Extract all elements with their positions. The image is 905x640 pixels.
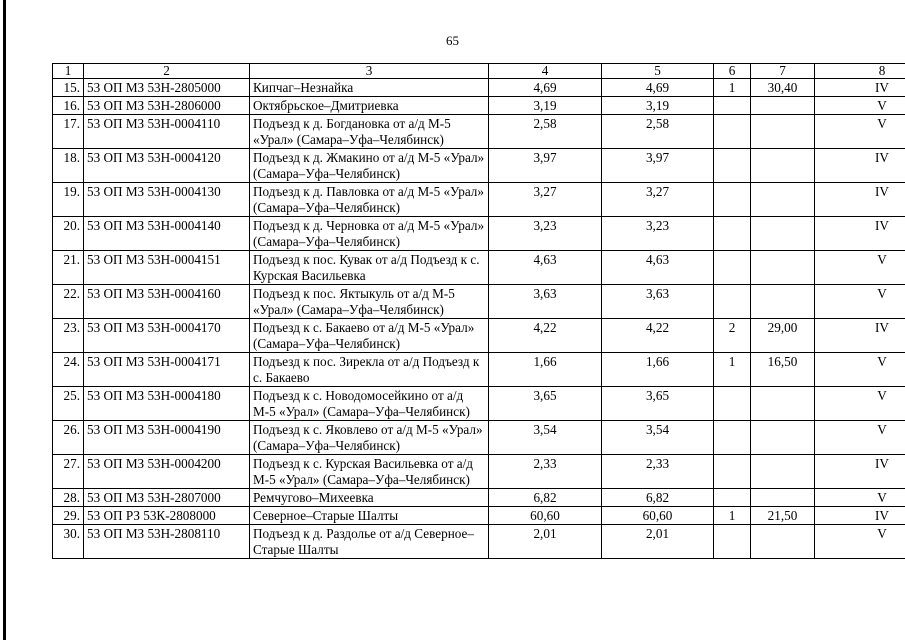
road-code: 53 ОП МЗ 53Н-2805000	[84, 79, 250, 97]
count-col6	[714, 97, 751, 115]
category-col8: V	[815, 421, 905, 455]
length-total: 3,19	[489, 97, 602, 115]
length-col5: 3,27	[602, 183, 714, 217]
count-col6	[714, 387, 751, 421]
road-code: 53 ОП МЗ 53Н-2807000	[84, 489, 250, 507]
count-col6	[714, 421, 751, 455]
category-col8: V	[815, 97, 905, 115]
road-code: 53 ОП МЗ 53Н-2806000	[84, 97, 250, 115]
table-row	[53, 525, 905, 559]
count-col6: 2	[714, 319, 751, 353]
table-row	[53, 319, 905, 353]
length-col5: 1,66	[602, 353, 714, 387]
road-code: 53 ОП МЗ 53Н-0004160	[84, 285, 250, 319]
value-col7	[751, 183, 815, 217]
row-number: 25.	[53, 387, 84, 421]
length-col5: 4,69	[602, 79, 714, 97]
road-code: 53 ОП МЗ 53Н-0004200	[84, 455, 250, 489]
category-col8: IV	[815, 319, 905, 353]
length-total: 3,63	[489, 285, 602, 319]
table-row	[53, 79, 905, 97]
table-row	[53, 149, 905, 183]
road-name: Подъезд к с. Новодомосейкино от а/д М-5 «Урал» (Самара–Уфа–Челябинск)	[250, 387, 489, 421]
value-col7	[751, 525, 815, 559]
category-col8: V	[815, 353, 905, 387]
header-col-4: 4	[489, 64, 602, 79]
header-col-7: 7	[751, 64, 815, 79]
category-col8: V	[815, 387, 905, 421]
value-col7: 21,50	[751, 507, 815, 525]
category-col8: IV	[815, 507, 905, 525]
table-row	[53, 353, 905, 387]
category-col8: V	[815, 285, 905, 319]
road-name: Подъезд к д. Жмакино от а/д М-5 «Урал» (Самара–Уфа–Челябинск)	[250, 149, 489, 183]
road-name: Кипчаг–Незнайка	[250, 79, 489, 97]
category-col8: IV	[815, 79, 905, 97]
value-col7	[751, 251, 815, 285]
road-name: Октябрьское–Дмитриевка	[250, 97, 489, 115]
road-code: 53 ОП МЗ 53Н-0004140	[84, 217, 250, 251]
table-row	[53, 115, 905, 149]
table-row	[53, 421, 905, 455]
table-row	[53, 97, 905, 115]
road-code: 53 ОП МЗ 53Н-0004151	[84, 251, 250, 285]
length-col5: 3,97	[602, 149, 714, 183]
row-number: 26.	[53, 421, 84, 455]
value-col7: 30,40	[751, 79, 815, 97]
length-total: 3,54	[489, 421, 602, 455]
length-total: 3,23	[489, 217, 602, 251]
length-col5: 4,22	[602, 319, 714, 353]
category-col8: IV	[815, 455, 905, 489]
header-col-2: 2	[84, 64, 250, 79]
length-col5: 2,33	[602, 455, 714, 489]
value-col7	[751, 285, 815, 319]
length-col5: 3,54	[602, 421, 714, 455]
length-total: 3,97	[489, 149, 602, 183]
value-col7	[751, 387, 815, 421]
road-name: Подъезд к пос. Кувак от а/д Подъезд к с. Курская Васильевка	[250, 251, 489, 285]
table-row	[53, 489, 905, 507]
road-name: Подъезд к пос. Зирекла от а/д Подъезд к с. Бакаево	[250, 353, 489, 387]
value-col7: 29,00	[751, 319, 815, 353]
header-col-5: 5	[602, 64, 714, 79]
category-col8: V	[815, 251, 905, 285]
length-total: 4,69	[489, 79, 602, 97]
value-col7	[751, 149, 815, 183]
road-code: 53 ОП МЗ 53Н-0004171	[84, 353, 250, 387]
value-col7: 16,50	[751, 353, 815, 387]
row-number: 16.	[53, 97, 84, 115]
length-col5: 6,82	[602, 489, 714, 507]
row-number: 17.	[53, 115, 84, 149]
length-total: 3,65	[489, 387, 602, 421]
road-code: 53 ОП МЗ 53Н-0004190	[84, 421, 250, 455]
length-total: 2,33	[489, 455, 602, 489]
value-col7	[751, 97, 815, 115]
length-total: 1,66	[489, 353, 602, 387]
value-col7	[751, 455, 815, 489]
road-name: Подъезд к с. Бакаево от а/д М-5 «Урал» (Самара–Уфа–Челябинск)	[250, 319, 489, 353]
length-col5: 3,19	[602, 97, 714, 115]
row-number: 28.	[53, 489, 84, 507]
row-number: 15.	[53, 79, 84, 97]
count-col6	[714, 455, 751, 489]
row-number: 18.	[53, 149, 84, 183]
row-number: 21.	[53, 251, 84, 285]
count-col6	[714, 115, 751, 149]
road-name: Северное–Старые Шалты	[250, 507, 489, 525]
road-code: 53 ОП МЗ 53Н-2808110	[84, 525, 250, 559]
row-number: 27.	[53, 455, 84, 489]
table-row	[53, 251, 905, 285]
header-row	[53, 64, 905, 79]
length-total: 60,60	[489, 507, 602, 525]
row-number: 24.	[53, 353, 84, 387]
length-col5: 2,58	[602, 115, 714, 149]
length-col5: 3,65	[602, 387, 714, 421]
table-row	[53, 455, 905, 489]
road-code: 53 ОП МЗ 53Н-0004110	[84, 115, 250, 149]
road-name: Подъезд к с. Яковлево от а/д М-5 «Урал» (Самара–Уфа–Челябинск)	[250, 421, 489, 455]
length-total: 2,01	[489, 525, 602, 559]
value-col7	[751, 217, 815, 251]
length-total: 4,63	[489, 251, 602, 285]
count-col6	[714, 525, 751, 559]
count-col6	[714, 285, 751, 319]
length-total: 2,58	[489, 115, 602, 149]
row-number: 23.	[53, 319, 84, 353]
table-row	[53, 507, 905, 525]
left-margin-rule	[3, 0, 6, 640]
road-name: Подъезд к д. Павловка от а/д М-5 «Урал» (Самара–Уфа–Челябинск)	[250, 183, 489, 217]
category-col8: IV	[815, 149, 905, 183]
length-col5: 4,63	[602, 251, 714, 285]
row-number: 30.	[53, 525, 84, 559]
header-col-1: 1	[53, 64, 84, 79]
road-code: 53 ОП МЗ 53Н-0004130	[84, 183, 250, 217]
count-col6	[714, 149, 751, 183]
length-total: 4,22	[489, 319, 602, 353]
road-code: 53 ОП МЗ 53Н-0004170	[84, 319, 250, 353]
road-name: Подъезд к с. Курская Васильевка от а/д М-5 «Урал» (Самара–Уфа–Челябинск)	[250, 455, 489, 489]
table-row	[53, 387, 905, 421]
value-col7	[751, 489, 815, 507]
road-code: 53 ОП МЗ 53Н-0004120	[84, 149, 250, 183]
road-name: Подъезд к д. Раздолье от а/д Северное–Старые Шалты	[250, 525, 489, 559]
table-body	[53, 79, 905, 559]
category-col8: V	[815, 525, 905, 559]
road-code: 53 ОП МЗ 53Н-0004180	[84, 387, 250, 421]
count-col6	[714, 217, 751, 251]
category-col8: V	[815, 115, 905, 149]
count-col6: 1	[714, 353, 751, 387]
category-col8: V	[815, 489, 905, 507]
header-col-8: 8	[815, 64, 905, 79]
category-col8: IV	[815, 217, 905, 251]
row-number: 20.	[53, 217, 84, 251]
value-col7	[751, 115, 815, 149]
table-row	[53, 285, 905, 319]
category-col8: IV	[815, 183, 905, 217]
table-row	[53, 217, 905, 251]
value-col7	[751, 421, 815, 455]
length-col5: 2,01	[602, 525, 714, 559]
road-name: Подъезд к д. Богдановка от а/д М-5 «Урал» (Самара–Уфа–Челябинск)	[250, 115, 489, 149]
header-col-3: 3	[250, 64, 489, 79]
road-name: Ремчугово–Михеевка	[250, 489, 489, 507]
row-number: 22.	[53, 285, 84, 319]
road-code: 53 ОП РЗ 53К-2808000	[84, 507, 250, 525]
road-name: Подъезд к д. Черновка от а/д М-5 «Урал» (Самара–Уфа–Челябинск)	[250, 217, 489, 251]
count-col6	[714, 251, 751, 285]
count-col6: 1	[714, 79, 751, 97]
header-col-6: 6	[714, 64, 751, 79]
length-col5: 60,60	[602, 507, 714, 525]
table-row	[53, 183, 905, 217]
roads-table	[52, 63, 905, 559]
count-col6: 1	[714, 507, 751, 525]
page-number: 65	[446, 33, 459, 48]
row-number: 29.	[53, 507, 84, 525]
length-total: 3,27	[489, 183, 602, 217]
length-col5: 3,63	[602, 285, 714, 319]
length-col5: 3,23	[602, 217, 714, 251]
count-col6	[714, 183, 751, 217]
count-col6	[714, 489, 751, 507]
row-number: 19.	[53, 183, 84, 217]
length-total: 6,82	[489, 489, 602, 507]
road-name: Подъезд к пос. Яктыкуль от а/д М-5 «Урал» (Самара–Уфа–Челябинск)	[250, 285, 489, 319]
